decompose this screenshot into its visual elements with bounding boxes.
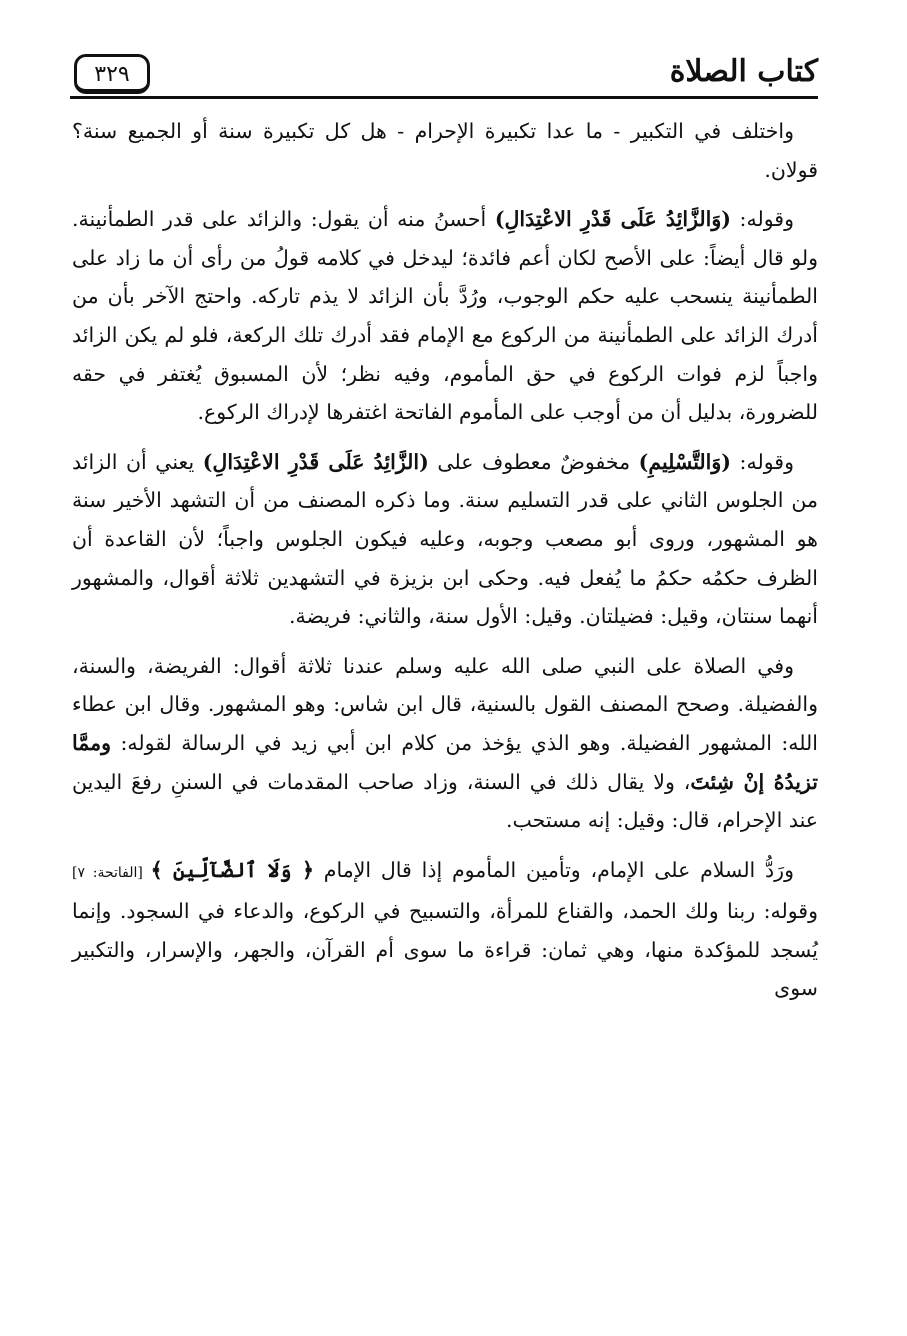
quoted-matn-text: (وَالتَّسْلِيمِ)	[638, 449, 731, 474]
paragraph	[72, 647, 818, 840]
page-body-text	[72, 112, 818, 1302]
quoted-matn-text: (وَالزَّائِدُ عَلَى قَدْرِ الاعْتِدَالِ)	[494, 207, 731, 232]
quoted-matn-text: ﴿ وَلَا ٱلضَّآلِّينَ ﴾	[150, 857, 314, 882]
paragraph	[72, 851, 818, 1008]
paragraph-text: وقوله:	[730, 207, 794, 232]
book-title: كتاب الصلاة	[669, 54, 818, 89]
paragraph-text: ورَدُّ السلام على الإمام، وتأمين المأموم إذا قال الإمام	[313, 857, 794, 882]
paragraph-text: يعني أن الزائد من الجلوس الثاني على قدر التسليم سنة. وما ذكره المصنف من أن التشهد الأخير سنة هو المشهور، وروى أبو مصعب وجوبه، وعليه فيكون الجلوس واجباً؛ لأن القاعدة أن الظرف حكمُه حكمُ ما يُفعل فيه. وحكى ابن بزيزة في التشهدين ثلاثة أقوال، والمشهور أنهما سنتان، وقيل: فضيلتان. وقيل: الأول سنة، والثاني: فريضة.	[72, 449, 818, 629]
paragraph	[72, 112, 818, 189]
quoted-matn-text: (الزَّائِدُ عَلَى قَدْرِ الاعْتِدَالِ)	[202, 449, 429, 474]
page-number-box	[74, 54, 150, 94]
paragraph-text: وقوله:	[730, 449, 794, 474]
page-header	[70, 52, 818, 102]
quran-reference: [الفاتحة: ٧]	[72, 864, 151, 881]
header-divider	[70, 96, 818, 99]
page-number: ٣٢٩	[94, 62, 130, 87]
paragraph-text: وفي الصلاة على النبي صلى الله عليه وسلم عندنا ثلاثة أقوال: الفريضة، والسنة، والفضيلة. وصحح المصنف القول بالسنية، قال ابن شاس: وهو المشهور. وقال ابن عطاء الله: المشهور الفضيلة. وهو الذي يؤخذ من كلام ابن أبي زيد في الرسالة لقوله:	[72, 653, 818, 755]
paragraph	[72, 200, 818, 432]
paragraph-text: واختلف في التكبير - ما عدا تكبيرة الإحرام - هل كل تكبيرة سنة أو الجميع سنة؟ قولان.	[72, 119, 818, 182]
paragraph-text: وقوله: ربنا ولك الحمد، والقناع للمرأة، والتسبيح في الركوع، والدعاء في السجود. وإنما يُسجد للمؤكدة منها، وهي ثمان: قراءة ما سوى أم القرآن، والجهر، والإسرار، والتكبير سوى	[72, 899, 818, 1001]
paragraph-text: مخفوضٌ معطوف على	[428, 449, 639, 474]
paragraph-text: أحسنُ منه أن يقول: والزائد على قدر الطمأنينة. ولو قال أيضاً: على الأصح لكان أعم فائدة؛ ليدخل في كلامه قولُ من رأى أن ما زاد على الطمأنينة ينسحب عليه حكم الوجوب، ورُدَّ بأن الزائد لا يذم تاركه. واحتج الآخر بأن من أدرك الزائد على الطمأنينة من الركوع مع الإمام فقد أدرك تلك الركعة، فلو لم يكن الزائد واجباً لزم فوات الركوع في حق المأموم، وفيه نظر؛ لأن المسبوق يُغتفر في حقه للضرورة، بدليل أن من أوجب على المأموم الفاتحة اغتفرها لإدراك الركوع.	[72, 207, 818, 425]
quoted-matn-text: وممَّا تزيدُهُ إنْ شِئتَ	[72, 730, 818, 794]
paragraph	[72, 443, 818, 636]
paragraph-text: ، ولا يقال ذلك في السنة، وزاد صاحب المقدمات في السننِ رفعَ اليدين عند الإحرام، قال: وقيل: إنه مستحب.	[72, 769, 818, 833]
